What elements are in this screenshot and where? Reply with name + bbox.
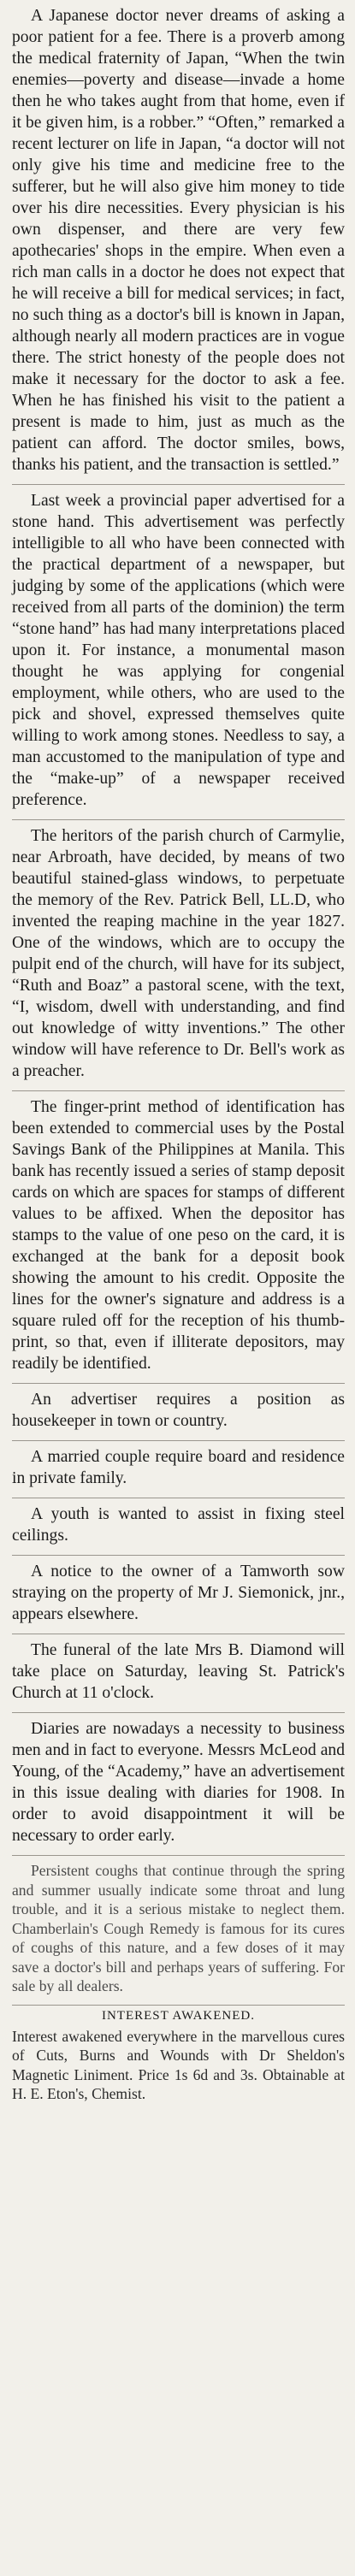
brief-youth-wanted: A youth is wanted to assist in fixing steel ceilings. <box>12 1498 345 1546</box>
article-diaries: Diaries are nowadays a necessity to business men and in fact to everyone. Messrs McLeod and Young, of the “Academy,” have an advertisement in this issue dealing with diaries for 1908. In order to avoid disappointment it will be necessary to order early. <box>12 1712 345 1846</box>
brief-housekeeper: An advertiser requires a position as housekeeper in town or country. <box>12 1383 345 1432</box>
notice-heading: INTEREST AWAKENED. <box>12 2005 345 2024</box>
article-carmylie-windows: The heritors of the parish church of Carmylie, near Arbroath, have decided, by means of two beautiful stained-glass windows, to perpetuate the memory of the Rev. Patrick Bell, LL.D, who invented the reaping machine in the year 1827. One of the windows, which are to occupy the pulpit end of the church, will have for its subject, “Ruth and Boaz” a pastoral scene, with the text, “I, wisdom, dwell with understanding, and find out knowledge of witty inventions.” The other window will have reference to Dr. Bell's work as a preacher. <box>12 819 345 1082</box>
brief-tamworth-sow: A notice to the owner of a Tamworth sow straying on the property of Mr J. Siemonick, jnr., appears elsewhere. <box>12 1555 345 1625</box>
article-finger-print: The finger-print method of identification has been extended to commercial uses by the Postal Savings Bank of the Philippines at Manila. This bank has recently issued a series of stamp deposit cards on which are spaces for stamps of different values to be affixed. When the depositor has stamps to the value of one peso on the card, it is exchanged at the bank for a deposit book showing the amount to his credit. Opposite the lines for the owner's signature and address is a square ruled off for the reception of his thumb-print, so that, even if illiterate depositors, may readily be identified. <box>12 1090 345 1374</box>
brief-married-couple: A married couple require board and residence in private family. <box>12 1440 345 1489</box>
article-japanese-doctor: A Japanese doctor never dreams of asking a poor patient for a fee. There is a proverb among the medical fraternity of Japan, “When the twin enemies—poverty and disease—invade a home then he who takes aught from that home, even if it be given him, is a robber.” “Often,” remarked a recent lecturer on life in Japan, “a doctor will not only give his time and medicine free to the sufferer, but he will also give him money to tide over his dire necessities. Every physician is his own dispenser, and there are very few apothecaries' shops in the empire. When even a rich man calls in a doctor he does not expect that he will receive a bill for medical services; in fact, no such thing as a doctor's bill is known in Japan, although nearly all modern practices are in vogue there. The strict honesty of the people does not make it necessary for the doctor to ask a fee. When he has finished his visit to the patient a present is made to him, just as much as the patient can afford. The doctor smiles, bows, thanks his patient, and the transaction is settled.” <box>12 7 345 474</box>
brief-funeral: The funeral of the late Mrs B. Diamond will take place on Saturday, leaving St. Patrick's Church at 11 o'clock. <box>12 1634 345 1704</box>
advert-cough-remedy: Persistent coughs that continue through the spring and summer usually indicate some throat and lung trouble, and it is a serious mistake to neglect them. Chamberlain's Cough Remedy is famous for its cures of coughs of this nature, and a few doses of it may save a doctor's bill and perhaps years of suffering. For sale by all dealers. <box>12 1855 345 1996</box>
article-stone-hand: Last week a provincial paper advertised for a stone hand. This advertisement was perfectly intelligible to all who have been connected with the practical department of a newspaper, but judging by some of the applications (which were received from all parts of the dominion) the term “stone hand” has had many interpretations placed upon it. For instance, a monumental mason thought he was applying for congenial employment, while others, who are used to the pick and shovel, expressed themselves quite willing to work among stones. Needless to say, a man accustomed to the manipulation of type and the “make-up” of a newspaper received preference. <box>12 484 345 811</box>
notice-text: Interest awakened everywhere in the marvellous cures of Cuts, Burns and Wounds with Dr Sheldon's Magnetic Liniment. Price 1s 6d and 3s. Obtainable at H. E. Eton's, Chemist. <box>12 2027 345 2102</box>
